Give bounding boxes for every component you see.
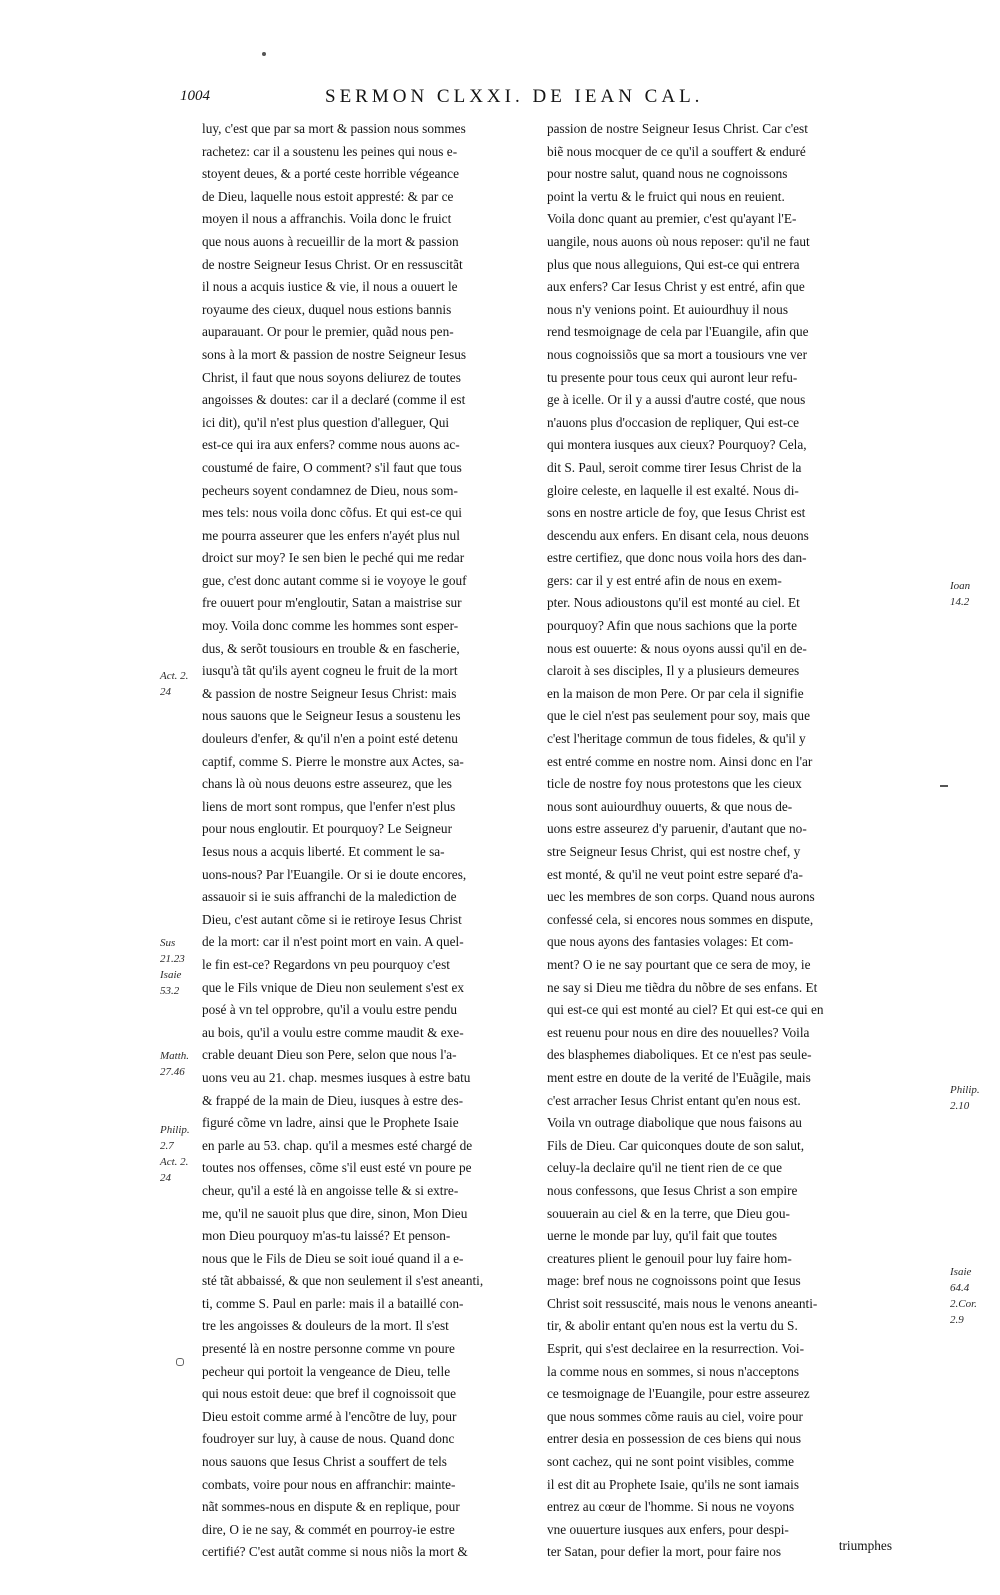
ink-speck [262,52,266,56]
text-line: Voila vn outrage diabolique que nous faisons au [547,1115,802,1131]
text-line: des blasphemes diaboliques. Et ce n'est pas seule- [547,1047,812,1063]
text-line: est monté, & qu'il ne veut point estre separé d'a- [547,866,803,882]
text-line: descendu aux enfers. En disant cela, nous deuons [547,527,809,543]
margin-note-isaie-cor: Isaie 64.4 2.Cor. 2.9 [950,1266,977,1326]
text-line: vne ouuerture iusques aux enfers, pour despi- [547,1521,789,1537]
margin-note-matth: Matth. 27.46 [160,1050,190,1078]
text-line: que nous sommes cõme rauis au ciel, voire pour [547,1408,803,1424]
text-line: en parle au 53. chap. qu'il a mesmes esté chargé de [202,1137,473,1153]
text-line: foudroyer sur luy, à cause de nous. Quand donc [202,1431,455,1447]
text-line: entrer desia en possession de ces biens qui nous [547,1431,802,1447]
text-line: qui montera iusques aux cieux? Pourquoy? Cela, [547,437,807,453]
text-line: nãt sommes-nous en dispute & en replique, pour [202,1499,460,1515]
text-line: il nous a acquis iustice & vie, il nous a ouuert le [202,279,458,295]
text-line: ti, comme S. Paul en parle: mais il a bataillé con- [202,1295,464,1311]
text-line: nous est ouuerte: & nous oyons aussi qu'il en de- [547,640,807,656]
text-line: ment? O ie ne say pourtant que ce sera de moy, ie [547,956,811,972]
text-line: rachetez: car il a soustenu les peines qui nous e- [202,143,458,159]
text-line: me, qu'il ne sauoit plus que dire, sinon, Mon Dieu [202,1205,468,1221]
margin-note-philip-acts: Philip. 2.7 Act. 2. 24 [160,1124,190,1184]
text-line: certifié? C'est autãt comme si nous niõs la mort & [202,1544,468,1560]
text-line: figuré cõme vn ladre, ainsi que le Prophete Isaie [202,1115,459,1131]
text-line: Christ soit ressuscité, mais nous le venons aneanti- [547,1295,818,1311]
text-line: pour nostre salut, quand nous ne cognoissons [547,166,788,182]
text-line: souuerain au ciel & en la terre, que Dieu gou- [547,1205,790,1221]
text-line: tu presente pour tous ceux qui auront leur refu- [547,369,798,385]
text-line: Esprit, qui s'est declairee en la resurrection. Voi- [547,1341,805,1357]
text-line: cheur, qu'il a esté là en angoisse telle & si extre- [202,1182,459,1198]
text-line: uons estre asseurez d'y paruenir, d'autant que no- [547,821,807,837]
text-line: ce tesmoignage de l'Euangile, pour estre asseurez [547,1386,810,1402]
text-line: que le Fils vnique de Dieu non seulement s'est ex [202,979,465,995]
text-line: mage: bref nous ne cognoissons point que Iesus [547,1273,801,1289]
right-text-column [547,118,892,1564]
text-line: gue, c'est donc autant comme si ie voyoye le gouf [202,572,467,588]
text-line: il est dit au Prophete Isaie, qu'ils ne sont iamais [547,1476,800,1492]
text-line: & frappé de la main de Dieu, iusques à estre des- [202,1092,464,1108]
text-line: ge à icelle. Or il y a aussi d'autre costé, que nous [547,392,806,408]
margin-note-acts: Act. 2. 24 [160,670,189,698]
text-line: confessé cela, si encores nous sommes en dispute, [547,911,814,927]
text-line: nous sont auiourdhuy ouuerts, & que nous de- [547,798,793,814]
text-line: douleurs d'enfer, & qu'il n'en a point esté detenu [202,731,458,747]
text-line: que le ciel n'est pas seulement pour soy, mais que [547,708,810,724]
text-line: c'est l'heritage commun de tous fideles, & qu'il y [547,731,806,747]
text-line: luy, c'est que par sa mort & passion nous sommes [202,121,466,136]
text-line: sons à la mort & passion de nostre Seigneur Iesus [202,346,467,362]
text-line: claroit à ses disciples, Il y a plusieurs demeures [547,663,800,679]
text-line: fre ouuert pour m'engloutir, Satan a maistrise sur [202,595,462,611]
text-line: en la maison de mon Pere. Or par cela il signifie [547,685,804,701]
text-line: iusqu'à tãt qu'ils ayent cogneu le fruit de la mort [202,663,458,679]
text-line: & passion de nostre Seigneur Iesus Christ: mais [202,685,457,701]
margin-note-sus-isaie: Sus 21.23 Isaie 53.2 [160,937,185,997]
text-line: uons veu au 21. chap. mesmes iusques à estre batu [202,1069,471,1085]
text-line: mes tels: nous voila donc cõfus. Et qui est-ce qui [202,505,462,521]
text-line: nous confessons, que Iesus Christ a son empire [547,1182,798,1198]
text-line: pour nous engloutir. Et pourquoy? Le Seigneur [202,821,453,837]
text-line: biẽ nous mocquer de ce qu'il a souffert & enduré [547,143,806,159]
page-number: 1004 [180,88,210,104]
text-line: estre certifiez, que donc nous voila hors des dan- [547,550,807,566]
text-line: que nous auons à recueillir de la mort & passion [202,233,459,249]
text-line: qui est-ce qui est monté au ciel? Et qui est-ce qui en [547,1002,824,1018]
text-line: de la mort: car il n'est point mort en vain. A quel- [202,934,464,950]
text-line: nous sauons que le Seigneur Iesus a soustenu les [202,708,461,724]
text-line: est entré comme en nostre nom. Ainsi donc en l'ar [547,753,813,769]
text-line: tir, & abolir entant qu'en nous est la vertu du S. [547,1318,798,1334]
text-line: tre les angoisses & douleurs de la mort. Il s'est [202,1318,449,1334]
text-line: dire, O ie ne say, & commét en pourroy-ie estre [202,1521,455,1537]
text-line: captif, comme S. Pierre le monstre aux Actes, sa- [202,753,464,769]
margin-note-ioan: Ioan 14.2 [950,580,971,608]
text-line: droict sur moy? Ie sen bien le peché qui me redar [202,550,465,566]
text-line: Fils de Dieu. Car quiconques doute de son salut, [547,1137,805,1153]
text-line: Dieu, c'est autant cõme si ie retiroye Iesus Christ [202,911,462,927]
text-line: crable deuant Dieu son Pere, selon que nous l'a- [202,1047,457,1063]
text-line: ne say si Dieu me tiẽdra du nõbre de ses enfans. Et [547,979,818,995]
text-line: point la vertu & le fruict qui nous en reuient. [547,188,785,204]
text-line: de nostre Seigneur Iesus Christ. Or en ressuscitãt [202,256,463,272]
text-line: ici dit), qu'il n'est plus question d'alleguer, Qui [202,414,450,430]
text-line: chans là où nous deuons estre asseurez, que les [202,776,452,792]
text-line: pourquoy? Afin que nous sachions que la porte [547,618,798,634]
text-line: est reuenu pour nous en dire des nouuelles? Voila [547,1024,810,1040]
text-line: sons en nostre article de foy, que Iesus Christ est [547,505,806,521]
text-line: que nous ayons des fantasies volages: Et com- [547,934,794,950]
text-line: le fin est-ce? Regardons vn peu pourquoy c'est [202,956,450,972]
text-line: la comme nous en sommes, si nous n'acceptons [547,1363,800,1379]
text-line: presenté là en nostre personne comme vn poure [202,1341,455,1357]
text-line: au bois, qu'il a voulu estre comme maudit & exe- [202,1024,464,1040]
text-line: ticle de nostre foy nous protestons que les cieux [547,776,802,792]
ink-speck [940,785,948,787]
text-line: assauoir si ie suis affranchi de la malediction de [202,889,457,905]
text-line: uec les membres de son corps. Quand nous aurons [547,889,815,905]
text-line: n'auons plus d'occasion de repliquer, Qui est-ce [547,414,800,430]
text-line: ter Satan, pour defier la mort, pour faire nos [547,1544,782,1560]
text-line: gers: car il y est entré afin de nous en exem- [547,572,782,588]
text-line: uerne le monde par luy, qu'il fait que toutes [547,1228,778,1244]
text-line: Christ, il faut que nous soyons deliurez de toutes [202,369,461,385]
text-line: creatures plient le genouil pour luy faire hom- [547,1250,792,1266]
text-line: Iesus nous a acquis liberté. Et comment le sa- [202,844,445,859]
text-line: uons-nous? Par l'Euangile. Or si ie doute encores, [202,866,467,882]
text-line: rend tesmoignage de cela par l'Euangile, afin que [547,324,809,340]
left-text-column [202,118,547,1564]
text-line: me pourra asseurer que les enfers n'ayét plus nul [202,527,460,543]
text-line: plus que nous alleguions, Qui est-ce qui entrera [547,256,800,272]
text-line: posé à vn tel opprobre, qu'il a voulu estre pendu [202,1002,457,1018]
running-title: SERMON CLXXI. DE IEAN CAL. [325,86,704,107]
ink-speck [176,1358,184,1366]
text-line: moy. Voila donc comme les hommes sont esper- [202,618,459,634]
text-line: entrez au cœur de l'homme. Si nous ne voyons [547,1499,795,1515]
text-line: nous sauons que Iesus Christ a souffert de tels [202,1454,447,1470]
text-line: pter. Nous adioustons qu'il est monté au ciel. Et [547,595,800,611]
text-line: liens de mort sont rompus, que l'enfer n'est plus [202,798,456,814]
text-line: est-ce qui ira aux enfers? comme nous auons ac- [202,437,460,453]
margin-note-philip: Philip. 2.10 [950,1084,980,1112]
text-line: moyen il nous a affranchis. Voila donc le fruict [202,211,452,227]
text-line: dus, & serõt tousiours en trouble & en fascherie, [202,640,460,656]
page-header [180,86,920,110]
text-line: toutes nos offenses, cõme s'il eust esté vn poure pe [202,1160,472,1176]
text-line: stre Seigneur Iesus Christ, qui est nostre chef, y [547,844,801,859]
text-line: sont cachez, qui ne sont point visibles, comme [547,1454,795,1470]
text-line: nous que le Fils de Dieu se soit ioué quand il a e- [202,1250,464,1266]
text-line: celuy-la declaire qu'il ne tient rien de ce que [547,1160,782,1176]
text-line: Voila donc quant au premier, c'est qu'ayant l'E- [547,211,797,227]
text-line: royaume des cieux, duquel nous estions bannis [202,301,452,317]
text-line: coustumé de faire, O comment? s'il faut que tous [202,459,462,475]
text-line: de Dieu, laquelle nous estoit appresté: & par ce [202,188,454,204]
text-line: dit S. Paul, seroit comme tirer Iesus Christ de la [547,459,802,475]
text-line: passion de nostre Seigneur Iesus Christ. Car c'est [547,121,808,136]
text-line: mon Dieu pourquoy m'as-tu laissé? Et penson- [202,1228,451,1244]
text-line: auparauant. Or pour le premier, quãd nous pen- [202,324,454,340]
text-line: qui nous estoit deue: que bref il cognoissoit que [202,1386,457,1402]
text-line: pecheur qui portoit la vengeance de Dieu, telle [202,1363,451,1379]
text-line: c'est arracher Iesus Christ entant qu'en nous est. [547,1092,801,1108]
text-line: nous cognoissiõs que sa mort a tousiours vne ver [547,346,807,362]
text-line: angoisses & doutes: car il a declaré (comme il est [202,392,466,408]
text-line: sté tãt abbaissé, & que non seulement il s'est aneanti, [202,1273,484,1289]
text-line: aux enfers? Car Iesus Christ y est entré, afin que [547,279,805,295]
text-line: gloire celeste, en laquelle il est exalté. Nous di- [547,482,799,498]
text-line: nous n'y venions point. Et auiourdhuy il nous [547,301,788,317]
text-line: stoyent deues, & a porté ceste horrible végeance [202,166,459,182]
text-line: pecheurs soyent condamnez de Dieu, nous som- [202,482,458,498]
text-line: Dieu estoit comme armé à l'encõtre de luy, pour [202,1408,457,1424]
catchword: triumphes [838,1538,892,1553]
text-line: uangile, nous auons où nous reposer: qu'il ne faut [547,233,810,249]
text-line: ment estre en doute de la verité de l'Euãgile, mais [547,1069,811,1085]
text-line: combats, voire pour nous en affranchir: mainte- [202,1476,456,1492]
